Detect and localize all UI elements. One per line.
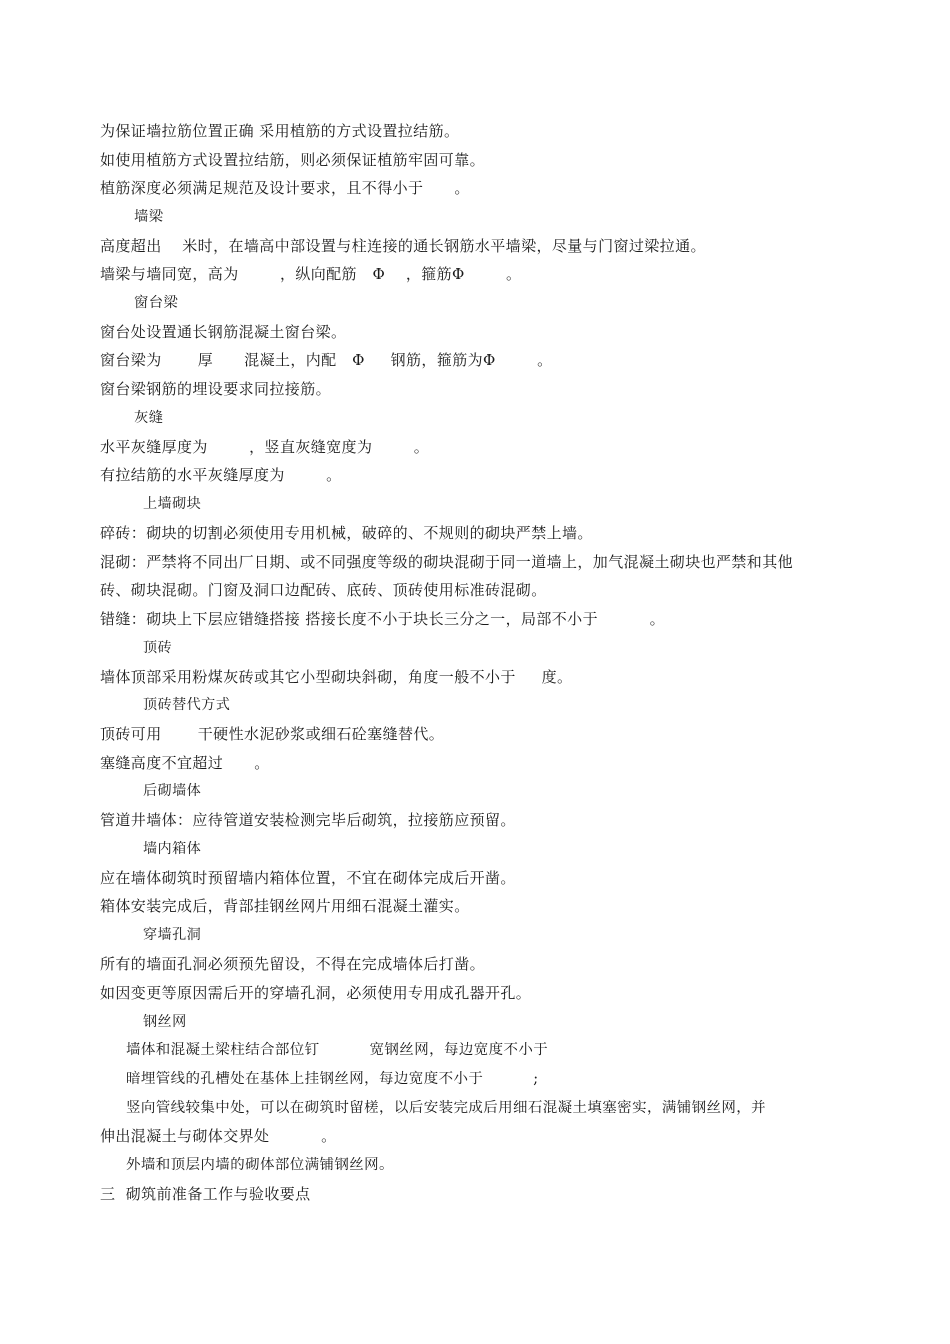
paragraph-line: 碎砖：砌块的切割必须使用专用机械，破碎的、不规则的砌块严禁上墙。 — [100, 524, 593, 542]
paragraph-line: 植筋深度必须满足规范及设计要求，且不得小于 。 — [100, 179, 470, 197]
paragraph-line: 窗台梁钢筋的埋设要求同拉接筋。 — [100, 380, 332, 398]
paragraph-line: 如使用植筋方式设置拉结筋，则必须保证植筋牢固可靠。 — [100, 151, 486, 169]
section-heading-top-brick-alternative: 顶砖替代方式 — [143, 697, 231, 713]
paragraph-line: 墙梁与墙同宽，高为 ，纵向配筋 Φ ，箍筋Φ 。 — [100, 265, 522, 283]
section-heading-sill-beam: 窗台梁 — [134, 295, 179, 311]
paragraph-line: 墙体和混凝土梁柱结合部位钉 宽钢丝网，每边宽度不小于 — [126, 1042, 549, 1058]
paragraph-line: 伸出混凝土与砌体交界处 。 — [100, 1127, 337, 1145]
paragraph-line: 如因变更等原因需后开的穿墙孔洞，必须使用专用成孔器开孔。 — [100, 984, 532, 1002]
paragraph-line: 暗埋管线的孔槽处在基体上挂钢丝网，每边宽度不小于 ; — [126, 1071, 539, 1087]
section-heading-later-walls: 后砌墙体 — [143, 783, 202, 799]
paragraph-line: 砖、砌块混砌。门窗及洞口边配砖、底砖、顶砖使用标准砖混砌。 — [100, 581, 547, 599]
paragraph-line: 为保证墙拉筋位置正确 采用植筋的方式设置拉结筋。 — [100, 122, 460, 140]
paragraph-line: 外墙和顶层内墙的砌体部位满铺钢丝网。 — [126, 1157, 394, 1173]
paragraph-line: 箱体安装完成后，背部挂钢丝网片用细石混凝土灌实。 — [100, 897, 470, 915]
paragraph-line: 窗台梁为 厚 混凝土，内配 Φ 钢筋，箍筋为Φ 。 — [100, 351, 553, 369]
section-heading-wall-holes: 穿墙孔洞 — [143, 927, 202, 943]
paragraph-line: 高度超出 米时，在墙高中部设置与柱连接的通长钢筋水平墙梁，尽量与门窗过梁拉通。 — [100, 237, 706, 255]
paragraph-line: 塞缝高度不宜超过 。 — [100, 754, 270, 772]
paragraph-line: 所有的墙面孔洞必须预先留设，不得在完成墙体后打凿。 — [100, 955, 486, 973]
paragraph-line: 错缝：砌块上下层应错缝搭接 搭接长度不小于块长三分之一，局部不小于 。 — [100, 610, 666, 628]
section-heading-top-brick: 顶砖 — [143, 640, 173, 656]
paragraph-line: 窗台处设置通长钢筋混凝土窗台梁。 — [100, 323, 347, 341]
paragraph-line: 应在墙体砌筑时预留墙内箱体位置，不宜在砌体完成后开凿。 — [100, 869, 516, 887]
paragraph-line: 管道井墙体：应待管道安装检测完毕后砌筑，拉接筋应预留。 — [100, 811, 516, 829]
section-heading-mortar-joint: 灰缝 — [134, 410, 164, 426]
section-heading-wall-boxes: 墙内箱体 — [143, 841, 202, 857]
paragraph-line: 竖向管线较集中处，可以在砌筑时留槎，以后安装完成后用细石混凝土填塞密实，满铺钢丝网，并 — [126, 1100, 767, 1116]
paragraph-line: 墙体顶部采用粉煤灰砖或其它小型砌块斜砌，角度一般不小于 度。 — [100, 668, 573, 686]
paragraph-line: 有拉结筋的水平灰缝厚度为 。 — [100, 466, 342, 484]
chapter-heading: 三 砌筑前准备工作与验收要点 — [100, 1185, 311, 1203]
paragraph-line: 混砌：严禁将不同出厂日期、或不同强度等级的砌块混砌于同一道墙上，加气混凝土砌块也严禁和其他 — [100, 553, 794, 571]
paragraph-line: 水平灰缝厚度为 ，竖直灰缝宽度为 。 — [100, 438, 430, 456]
section-heading-wire-mesh: 钢丝网 — [143, 1014, 187, 1030]
section-heading-wall-beam: 墙梁 — [134, 209, 164, 225]
paragraph-line: 顶砖可用 干硬性水泥砂浆或细石砼塞缝替代。 — [100, 725, 445, 743]
section-heading-blocks: 上墙砌块 — [143, 496, 202, 512]
